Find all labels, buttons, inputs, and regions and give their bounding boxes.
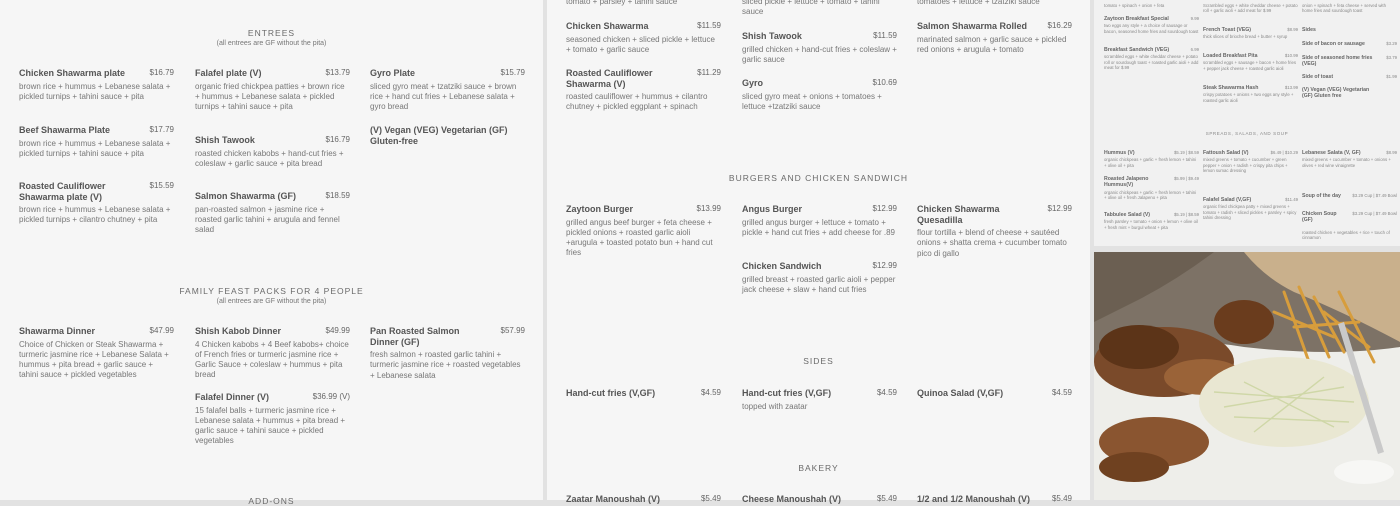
- menu-item: [1104, 176, 1199, 201]
- item-name: Salmon Shawarma Rolled: [917, 21, 1028, 31]
- item-name: Chicken Shawarma: [566, 21, 649, 31]
- item-price: $15.59: [149, 181, 174, 190]
- section-title-sides: SIDES: [803, 356, 834, 366]
- menu-item: [742, 494, 897, 505]
- item-price: $5.49: [700, 494, 721, 503]
- item-name: Hand-cut fries (V,GF): [742, 388, 832, 398]
- menu-item: [195, 326, 350, 381]
- menu-item: [19, 181, 174, 226]
- item-name: Gyro: [742, 78, 764, 88]
- item-name: Falafel plate (V): [195, 68, 262, 78]
- menu-item: [917, 21, 1072, 55]
- item-name: Angus Burger: [742, 204, 803, 214]
- menu-item: [917, 388, 1072, 399]
- menu-item: [1203, 27, 1298, 40]
- menu-item: [1302, 55, 1397, 68]
- menu-item: [1203, 85, 1298, 103]
- diet-legend: (V) Vegan (VEG) Vegetarian (GF) Gluten-free: [370, 125, 508, 146]
- item-desc: mixed greens + cucumber + tomato + onions + olives + red wine vinaigrette: [1302, 157, 1391, 168]
- menu-item: [195, 135, 350, 169]
- item-name: Side of seasoned home fries (VEG): [1302, 55, 1373, 68]
- item-price: $11.59: [697, 21, 721, 30]
- menu-item: [1104, 150, 1199, 168]
- item-desc-fragment: Scrambled eggs + white cheddar cheese + potato roll + garlic aioli + add meat for $.99: [1203, 3, 1298, 14]
- item-desc: brown rice + hummus + Lebanese salata + pickled turnips + tahini sauce + pita: [19, 138, 171, 158]
- menu-item: [1104, 16, 1199, 34]
- menu-item: [370, 326, 525, 381]
- item-desc: two eggs any style + a choice of sausage or bacon, seasoned home fries and sourdough toast: [1104, 23, 1199, 34]
- item-desc: thick slices of brioche bread + butter + syrup: [1203, 34, 1288, 40]
- item-desc: flour tortilla + blend of cheese + sautéed onions + shatta crema + cucumber tomato pico di gallo: [917, 228, 1067, 258]
- item-price: $12.99: [872, 261, 897, 270]
- item-price: $4.59: [700, 388, 721, 397]
- item-price: $3.29: [1386, 41, 1397, 46]
- menu-item: [1104, 212, 1199, 230]
- item-desc: seasoned chicken + sliced pickle + lettuce + tomato + garlic sauce: [566, 34, 715, 54]
- menu-item: [1203, 53, 1298, 71]
- item-desc: organic chickpeas + garlic + fresh lemon + tahini + olive oil + pita: [1104, 157, 1197, 168]
- item-name: Zaatar Manoushah (V): [566, 494, 661, 504]
- item-name: Quinoa Salad (V,GF): [917, 388, 1004, 398]
- menu-item: [742, 78, 897, 112]
- family-subheading: (all entrees are GF without the pita): [216, 298, 327, 305]
- diet-legend: [1302, 87, 1397, 100]
- item-price: $49.99: [325, 326, 350, 335]
- item-name: Loaded Breakfast Pita: [1203, 53, 1258, 59]
- menu-item: [566, 388, 721, 399]
- item-name: Lebanese Salata (V, GF): [1302, 150, 1361, 156]
- item-desc-fragment: tomato + spinach + onion + feta: [1104, 3, 1165, 8]
- item-name: Side of toast: [1302, 74, 1334, 80]
- item-desc-fragment: tomatoes + lettuce + tzatziki sauce: [917, 0, 1040, 6]
- item-price: 6.99: [1190, 47, 1199, 52]
- item-price: $3.29 Cup | $7.49 Bowl: [1352, 211, 1397, 216]
- family-heading: FAMILY FEAST PACKS FOR 4 PEOPLE: [179, 286, 364, 296]
- section-title-entrees: [0, 28, 543, 47]
- item-price: $10.99: [1284, 53, 1298, 58]
- item-price: $4.59: [1051, 388, 1072, 397]
- item-price: $6.49 | $10.29: [1270, 150, 1298, 155]
- item-name: Falafel Dinner (V): [195, 392, 270, 402]
- item-name: Chicken Shawarma Quesadilla: [917, 204, 1000, 225]
- item-desc: organic fried chickpea patties + brown rice + hummus + Lebanese salata + pickled turnips + tahini sauce + pita: [195, 81, 345, 112]
- item-desc: fresh salmon + roasted garlic tahini + turmeric jasmine rice + roasted vegetables + Lebanese salata: [370, 350, 521, 380]
- menu-item: [1203, 150, 1298, 174]
- item-price: 9.99: [1190, 16, 1199, 21]
- item-price: $11.49: [1285, 197, 1298, 202]
- item-name: Zaytoon Breakfast Special: [1104, 16, 1169, 22]
- item-desc: crispy potatoes + onions + two eggs any style + roasted garlic aioli: [1203, 92, 1294, 103]
- item-desc: 15 falafel balls + turmeric jasmine rice + Lebanese salata + hummus + pita bread + garlic sauce + tahini sauce + pickled vegetables: [195, 405, 346, 446]
- item-desc: roasted chicken + vegetables + rice + touch of cinnamon: [1302, 229, 1390, 241]
- item-desc: marinated salmon + garlic sauce + pickled red onions + arugula + tomato: [917, 34, 1067, 54]
- item-desc: topped with zaatar: [742, 401, 808, 411]
- item-desc: sliced gyro meat + onions + tomatoes + lettuce +tzatziki sauce: [742, 91, 882, 111]
- menu-item: [1302, 211, 1397, 241]
- item-price: $16.29: [1047, 21, 1072, 30]
- item-price: $16.79: [149, 68, 174, 77]
- item-price: $5.49: [876, 494, 897, 503]
- item-price: $13.79: [325, 68, 350, 77]
- menu-item: [742, 388, 897, 412]
- item-price: $36.99 (V): [312, 392, 350, 401]
- item-desc: sliced gyro meat + tzatziki sauce + brown rice + hand cut fries + Lebanese salata + gyro bread: [370, 81, 517, 112]
- item-name: Chicken Shawarma plate: [19, 68, 126, 78]
- entrees-heading: ENTREES: [247, 28, 296, 38]
- menu-subhead: [1302, 27, 1397, 33]
- menu-item: [1302, 74, 1397, 80]
- item-name: Roasted Cauliflower Shawarma plate (V): [19, 181, 106, 202]
- item-name: Shawarma Dinner: [19, 326, 96, 336]
- item-price: $47.99: [149, 326, 174, 335]
- item-desc: organic fried chickpea patty + mixed greens + tomato + radish + sliced pickles + parsley + spicy tahini dressing: [1203, 204, 1297, 221]
- menu-item: [742, 261, 897, 295]
- item-desc-fragment: tomato + parsley + tahini sauce: [566, 0, 678, 6]
- menu-item: [1302, 150, 1397, 168]
- item-desc: roasted chicken kabobs + hand-cut fries + coleslaw + garlic sauce + pita bread: [195, 148, 344, 168]
- item-price: $5.19 | $8.59: [1173, 212, 1199, 217]
- item-name: Shish Kabob Dinner: [195, 326, 282, 336]
- item-price: $3.29 Cup | $7.49 Bowl: [1352, 193, 1397, 198]
- item-price: $3.79: [1386, 55, 1397, 60]
- item-price: $11.29: [697, 68, 721, 77]
- item-price: $8.99: [1287, 27, 1298, 32]
- menu-item: [1203, 197, 1298, 221]
- menu-item: [742, 31, 897, 65]
- item-price: $16.79: [325, 135, 350, 144]
- item-desc: brown rice + hummus + Lebanese salata + pickled turnips + tahini sauce + pita: [19, 81, 171, 101]
- item-price: $1.99: [1386, 74, 1397, 79]
- menu-item: [19, 326, 174, 381]
- item-name: Side of bacon or sausage: [1302, 41, 1365, 47]
- menu-item: [566, 494, 721, 505]
- item-name: (V) Vegan (VEG) Vegetarian (GF) Gluten free: [1302, 87, 1370, 100]
- section-title-addons: ADD-ONS: [248, 496, 295, 506]
- item-price: $5.19 | $8.59: [1173, 150, 1199, 155]
- item-price: $17.79: [149, 125, 174, 134]
- item-name: Shish Tawook: [742, 31, 802, 41]
- item-name: Chicken Sandwich: [742, 261, 822, 271]
- menu-item: [566, 68, 721, 113]
- item-desc: Choice of Chicken or Steak Shawarma + turmeric jasmine rice + Lebanese Salata + hummus + pita bread + garlic sauce + tahini sauce + pickled vegetables: [19, 339, 169, 380]
- item-price: $11.59: [873, 31, 897, 40]
- item-price: $13.99: [1284, 85, 1298, 90]
- item-name: Fattoush Salad (V): [1203, 150, 1249, 156]
- menu-item: [1104, 47, 1199, 71]
- menu-item: [19, 68, 174, 102]
- item-name: Soup of the day: [1302, 193, 1341, 199]
- item-desc: 4 Chicken kabobs + 4 Beef kabobs+ choice of French fries or turmeric jasmine rice + Garlic Sauce + coleslaw + hummus + pita bread: [195, 339, 349, 380]
- menu-item: [370, 68, 525, 112]
- item-name: Beef Shawarma Plate: [19, 125, 111, 135]
- item-name: Tabbulee Salad (V): [1104, 212, 1151, 218]
- menu-item: [1302, 193, 1397, 199]
- item-price: $4.59: [876, 388, 897, 397]
- section-title-bakery: BAKERY: [798, 463, 839, 473]
- item-price: $12.99: [1047, 204, 1072, 213]
- menu-item-legend: [370, 125, 525, 146]
- item-desc: scrambled eggs + white cheddar cheese + potato roll or sourdough toast + roasted garlic aioli + add meat for $.99: [1104, 54, 1199, 71]
- item-name: Salmon Shawarma (GF): [195, 191, 297, 201]
- item-desc: scrambled eggs + sausage + bacon + home fries + pepper jack cheese + roasted garlic aioli: [1203, 60, 1297, 71]
- item-desc: organic chickpeas + garlic + fresh lemon + tahini + olive oil + fresh Jalapeno + pita: [1104, 189, 1197, 201]
- item-price: $5.49: [1051, 494, 1072, 503]
- menu-item: [19, 125, 174, 159]
- menu-item: [566, 21, 721, 55]
- item-name: Cheese Manoushah (V): [742, 494, 842, 504]
- item-desc: pan-roasted salmon + jasmine rice + roasted garlic tahini + arugula and fennel salad: [195, 204, 340, 235]
- item-name: Falafel Salad (V,GF): [1203, 197, 1252, 203]
- menu-item: [566, 204, 721, 259]
- item-name: 1/2 and 1/2 Manoushah (V): [917, 494, 1031, 504]
- item-desc-fragment: onion + spinach + feta cheese + served with home fries and sourdough toast: [1302, 3, 1386, 14]
- menu-item: [195, 191, 350, 235]
- item-price: $18.59: [325, 191, 350, 200]
- menu-item: [195, 392, 350, 447]
- item-name: Roasted Jalapeno Hummus(V): [1104, 176, 1149, 189]
- item-desc: brown rice + hummus + Lebanese salata + pickled turnips + cilantro chutney + pita: [19, 205, 171, 225]
- item-desc: grilled breast + roasted garlic aioli + pepper jack cheese + slaw + hand cut fries: [742, 274, 896, 294]
- item-name: Roasted Cauliflower Shawarma (V): [566, 68, 653, 89]
- item-desc-fragment: sliced pickle + lettuce + tomato + tahini sauce: [742, 0, 880, 17]
- food-photo: [1094, 252, 1400, 500]
- item-name: Zaytoon Burger: [566, 204, 634, 214]
- section-title-burgers: BURGERS AND CHICKEN SANDWICH: [728, 173, 909, 183]
- item-name: Hummus (V): [1104, 150, 1135, 156]
- menu-panel-wraps: [547, 0, 1090, 504]
- section-title-spreads: SPREADS, SALADS, AND SOUP: [1205, 131, 1289, 136]
- item-name: Hand-cut fries (V,GF): [566, 388, 656, 398]
- item-desc: grilled angus burger + lettuce + tomato + pickle + hand cut fries + add cheese for .89: [742, 217, 895, 237]
- menu-item: [1302, 41, 1397, 47]
- item-desc: grilled angus beef burger + feta cheese + pickled onions + roasted garlic aioli +arugula + toasted potato bun + hand cut fries: [566, 217, 713, 258]
- menu-item: [917, 204, 1072, 259]
- menu-item: [195, 68, 350, 112]
- section-title-family: [0, 286, 543, 305]
- item-price: $57.99: [500, 326, 525, 335]
- menu-item: [917, 494, 1072, 505]
- item-desc: mixed greens + tomato + cucumber + green pepper + onion + radish + crispy pita chips + lemon sumac dressing: [1203, 157, 1288, 174]
- item-name: Gyro Plate: [370, 68, 416, 78]
- item-name: Sides: [1302, 27, 1316, 33]
- item-desc: fresh parsley + tomato + onion + lemon + olive oil + fresh mint + burgul wheat + pita: [1104, 219, 1198, 230]
- item-name: Pan Roasted Salmon Dinner (GF): [370, 326, 460, 347]
- item-price: $10.69: [872, 78, 897, 87]
- item-desc: roasted cauliflower + hummus + cilantro chutney + pickled eggplant + spinach: [566, 92, 708, 112]
- food-photo-image: [1094, 252, 1400, 500]
- item-name: Steak Shawarma Hash: [1203, 85, 1259, 91]
- item-price: $5.99 | $9.49: [1173, 176, 1199, 181]
- menu-panel-breakfast: [1094, 0, 1400, 246]
- item-name: Shish Tawook: [195, 135, 255, 145]
- item-name: Chicken Soup (GF): [1302, 211, 1337, 224]
- item-name: Breakfast Sandwich (VEG): [1104, 47, 1170, 53]
- item-price: $8.99: [1386, 150, 1397, 155]
- item-price: $12.99: [872, 204, 897, 213]
- item-desc: grilled chicken + hand-cut fries + coleslaw + garlic sauce: [742, 44, 897, 64]
- item-price: $15.79: [500, 68, 525, 77]
- menu-panel-entrees: [0, 0, 543, 506]
- menu-item: [742, 204, 897, 238]
- entrees-subheading: (all entrees are GF without the pita): [216, 40, 327, 47]
- item-name: French Toast (VEG): [1203, 27, 1252, 33]
- item-price: $13.99: [696, 204, 721, 213]
